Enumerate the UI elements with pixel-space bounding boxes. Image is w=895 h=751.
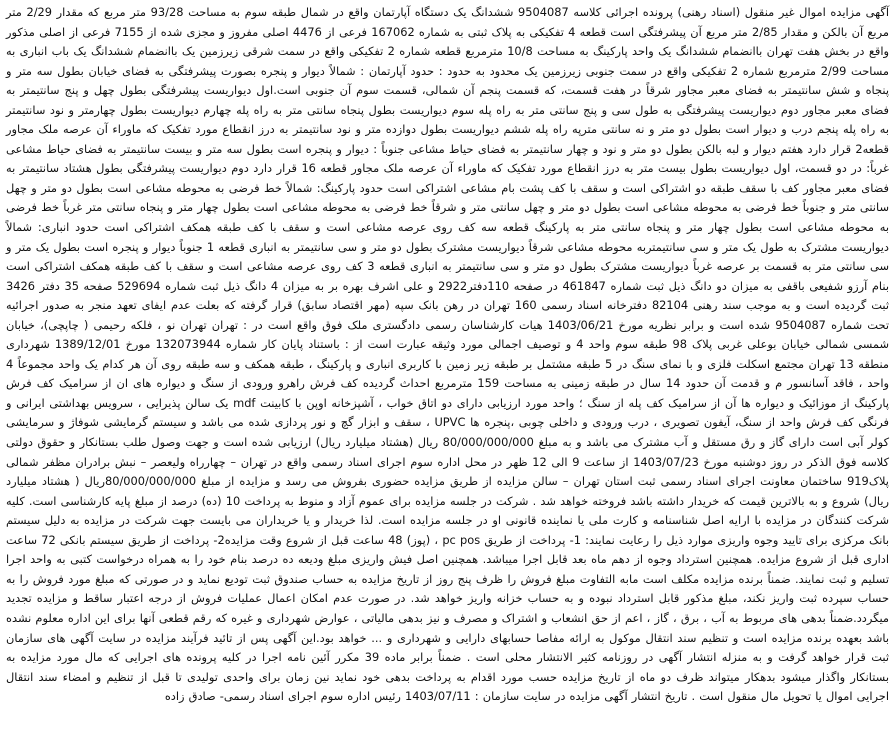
- auction-notice-text: آگهی مزایده اموال غیر منقول (اسناد رهنی) پرونده اجرائی کلاسه 9504087 ششدانگ یک دستگاه آپارتمان واقع در شمال طبقه سوم به مساحت 93/28 متر مربع که مقدار 2/29 متر مربع آن بالکن و مقدار 2/85 متر مربع آن پیشرفتگی است قطعه 4 تفکیکی به پلاک ثبتی به شماره 167062 فرعی از 4476 اصلی مفروز و مجزی شده از 7155 فرعی از اصلی مذکور واقع در بخش هفت تهران باانضمام ششدانگ یک واحد پارکینگ به مساحت 10/8 مترمربع قطعه شماره 2 تفکیکی واقع در سمت شرقی زیرزمین یک باانضمام ششدانگ یک باب انباری به مساحت 2/99 مترمربع شماره 2 تفکیکی واقع در سمت جنوبی زیرزمین یک محدود به حدود : حدود آپارتمان : شمالاً دیوار و پنجره بصورت پیشرفتگی به فضای خیابان بطول سه متر و پنجاه و شش سانتیمتر به فضای معبر مجاور شرقاً در هفت قسمت، که قسمت پنجم آن شمالی، قسمت سوم آن جنوبی است.اول دیواریست پیشرفتگی بطول چهل و پنج سانتیمتر به فضای معبر مجاور دوم دیواریست پیشرفتگی به طول سی و پنج سانتی متر به راه پله سوم دیواریست بطول پنجاه سانتی متر به راه پله چهارم دیواریست بطول چهارمتر و نود سانتیمتر به راه پله پنجم درب و دیوار است بطول دو متر و نه سانتی مترپه راه پله ششم دیواریست بطول دوازده متر و نود سانتیمتر به درز انقطاع مورد تفکیک که ماوراء آن عرصه ملک مجاور قطعه2 قرار دارد هفتم دیوار و لبه بالکن بطول دو متر و نود و چهار سانتیمتر به فضای حیاط مشاعی جنوباً : دیوار و پنجره است بطول سه متر و بیست سانتیمتر به فضای حیاط مشاعی غرباً: در دو قسمت، اول دیواریست بطول بیست متر به درز انقطاع مورد تفکیک که ماوراء آن عرصه ملک مجاور قطعه 16 قرار دارد دوم دیواریست پیشرفتگی بطول هشتاد سانتیمتر به فضای معبر مجاور کف با سقف طبقه دو اشتراکی است و سقف با کف پشت بام مشاعی اشتراکی است حدود پارکینگ: شمالاً خط فرضی به محوطه مشاعی است بطول دو متر و چهل سانتی متر و جنوباً خط فرضی به محوطه مشاعی است بطول دو متر و چهل سانتی متر و شرقاً خط فرضی به محوطه مشاعی است بطول چهار متر و پنجاه سانتی متر غرباً خط فرضی به محوطه مشاعی است بطول چهار متر و پنجاه سانتی متر به پارکینگ قطعه سه کف روی عرصه مشاعی است و سقف با کف طبقه همکف اشتراکی است حدود انباری: شمالاً دیواریست مشترک به طول یک متر و سی سانتیمتربه محوطه مشاعی شرقاً دیواریست مشترک بطول دو متر و سی سانتیمتر به انباری قطعه 1 جنوباً دیوار و پنجره است بطول یک متر و سی سانتی متر به قسمت بر عرصه غرباً دیواریست مشترک بطول دو متر و سی سانتیمتر به انباری قطعه 3 کف روی عرصه مشاعی است و سقف با کف طبقه همکف اشتراکی است بنام آرزو شفیعی باقفی به میزان دو دانگ ذیل ثبت شماره 461847 در صفحه 110دفتر2922 و علی اشرف بهره بر به میزان 4 دانگ ذیل ثبت شماره 529694 صفحه 35 دفتر 3426 ثبت گردیده است و به موجب سند رهنی 82104 دفترخانه اسناد رسمی 160 تهران در رهن بانک سپه (مهر اقتصاد سابق) قرار گرفته که بعلت عدم ایفای تعهد منجر به صدور اجرائیه تحت شماره 9504087 شده است و برابر نظریه مورخ 1403/06/21 هیات کارشناسان رسمی دادگستری ملک فوق واقع است در : تهران تهران نو ، فلکه رحیمی ( چاپچی)، خیابان شمسی شمالی خیابان بوعلی غربی پلاک 98 طبقه سوم واحد 4 و توصیف اجمالی مورد وثیقه عبارت است از : باستناد پایان کار شماره 132073944 مورخ 1389/12/01 شهرداری منطقه 13 تهران مجتمع اسکلت فلزی و با نمای سنگ در 5 طبقه مشتمل بر طبقه زیر زمین با کاربری انباری و پارکینگ ، طبقه همکف و سه طبقه روی آن هر کدام یک واحد مجموعاً 4 واحد ، فاقد آسانسور م و قدمت آن حدود 14 سال در طبقه زمینی به مساحت 159 مترمربع احداث گردیده کف فرش راهرو ورودی از سنگ و دیواره های ان از سرامیک کف فرش پارکینگ از موزائیک و دیواره ها آن از سرامیک کف پله از سنگ ؛ واحد مورد ارزیابی دارای دو اتاق خواب ، آشپزخانه اوپن با کابینت mdf یک سالن پذیرایی ، سرویس بهداشتی ایرانی و فرنگی کف فرش واحد از سنگ، آیفون تصویری ، درب ورودی و داخلی چوبی ،پنجره ها UPVC ، سقف و ابزار گچ و نور پردازی شده می باشد و سیستم گرمایشی شوفاژ و سرمایشی کولر آبی است دارای گاز و رق مستقل و آب مشترک می باشد و به مبلغ 80/000/000/000 ریال (هشتاد میلیارد ریال) ارزیابی شده است و جهت وصول طلب بستانکار و حقوق دولتی کلاسه فوق الذکر در روز دوشنبه مورخ 1403/07/23 از ساعت 9 الی 12 ظهر در محل اداره سوم اجرای اسناد رسمی واقع در تهران – چهارراه ولیعصر – نبش برادران مظفر شمالی پلاک919 ساختمان معاونت اجرای اسناد رسمی ثبت استان تهران – سالن مزایده از طریق مزایده حضوری بفروش می رسد و مزایده از مبلغ 80/000/000/000ریال ( هشتاد میلیارد ریال) شروع و به بالاترین قیمت که خریدار داشته باشد فروخته خواهد شد . شرکت در جلسه مزایده برای عموم آزاد و منوط به پرداخت 10 (ده) درصد از مبلغ پایه کارشناسی است. کلیه شرکت کنندگان در مزایده با ارایه اصل شناسنامه و کارت ملی یا نماینده قانونی او در جلسه مزایده است. لذا خریدار و یا خریداران می بایست جهت شرکت در مزایده به دلیل سیستم بانک مرکزی برای تایید وجوه واریزی موارد ذیل را رعایت نمایند: 1- پرداخت از طریق pc pos ، (پوز) 48 ساعت قبل از شروع وقت مزایده2- پرداخت از طریق سیستم بانکی 72 ساعت اداری قبل از شروع مزایده. همچنین استرداد وجوه از دهم ماه بعد قابل اجرا میباشد. همچنین اصل فیش واریزی مبلغ ودیعه ده درصد بنام خود را به همراه درخواست کتبی به واحد اجرا تسلیم و ثبت نمایند. ضمناً برنده مزایده مکلف است مابه التفاوت مبلغ فروش را ظرف پنج روز از تاریخ مزایده به حساب صندوق ثبت تودیع نماید و در صورتی که مبلغ مورد فروش را به حساب سپرده ثبت واریز نکند، مبلغ مذکور قابل استرداد نبوده و به حساب خزانه واریز خواهد شد. در صورت عدم امکان اعمال عملیات فروش از درجه اعتبار ساقط و مزایده تجدید میگردد.ضمناً بدهی های مربوط به آب ، برق ، گاز ، اعم از حق انشعاب و اشتراک و مصرف و نیز بدهی مالیاتی ، عوارض شهرداری و غیره که رقم قطعی آنها برای این اداره معلوم نشده باشد بعهده برنده مزایده است و تنظیم سند انتقال موکول به ارائه مفاصا حسابهای دارایی و شهرداری و ... خواهد بود.این آگهی پس از تائید فرآیند مزایده در سایت آگهی های سازمان ثبت قرار خواهد گرفت و به منزله انتشار آگهی در روزنامه کثیر الانتشار محلی است . ضمناً برابر ماده 39 مکرر آئین نامه اجرا در کلیه پرونده های اجرایی که مال مورد مزایده به بستانکار واگذار میشود بدهکار میتواند ظرف دو ماه از تاریخ مزایده حسب مورد اقدام به پرداخت بدهی خود نماید نین زمان برای واحدی تولیدی تا قبل از تنظیم و امضاء سند انتقال اجرایی اموال یا تحویل مال منقول است . تاریخ انتشار آگهی مزایده در سایت سازمان : 1403/07/11 رئیس اداره سوم اجرای اسناد رسمی- صادق زاده: [6, 5, 890, 704]
